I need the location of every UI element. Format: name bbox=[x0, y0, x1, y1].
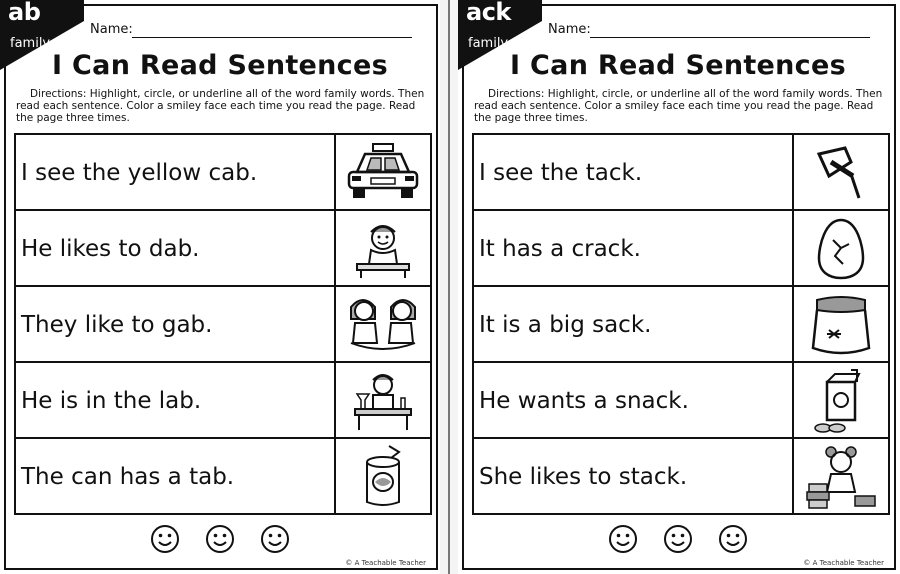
girl-stacking-blocks-icon bbox=[792, 439, 888, 515]
worksheet-ack-family bbox=[458, 0, 898, 574]
sentence-text: He wants a snack. bbox=[479, 388, 689, 414]
soda-can-icon bbox=[334, 439, 430, 515]
page-title: I Can Read Sentences bbox=[52, 50, 388, 81]
boy-in-lab-icon bbox=[334, 363, 430, 439]
copyright-text: © A Teachable Teacher bbox=[803, 559, 884, 567]
sack-icon bbox=[792, 287, 888, 363]
worksheet-ab-family bbox=[0, 0, 440, 574]
name-label: Name: bbox=[90, 22, 133, 37]
word-family-sub: family bbox=[468, 36, 509, 51]
name-label: Name: bbox=[548, 22, 591, 37]
sentence-text: I see the tack. bbox=[479, 160, 643, 186]
sentence-table bbox=[472, 133, 890, 515]
word-family-label: ab bbox=[8, 0, 41, 26]
smiley-faces bbox=[0, 524, 440, 558]
directions-text: Directions: Highlight, circle, or underline all of the word family words. Then read each sentence. Color a smiley face each time you read the page. Read the page three times. bbox=[474, 88, 883, 124]
sentence-row bbox=[16, 363, 430, 439]
smiley-face-icon[interactable] bbox=[608, 524, 638, 554]
juice-box-snack-icon bbox=[792, 363, 888, 439]
name-field[interactable] bbox=[590, 37, 870, 38]
sentence-row bbox=[474, 439, 888, 515]
sentence-row bbox=[16, 287, 430, 363]
word-family-sub: family bbox=[10, 36, 51, 51]
sentence-text: He is in the lab. bbox=[21, 388, 202, 414]
sentence-row bbox=[16, 211, 430, 287]
smiley-face-icon[interactable] bbox=[205, 524, 235, 554]
boy-at-desk-icon bbox=[334, 211, 430, 287]
sentence-text: I see the yellow cab. bbox=[21, 160, 258, 186]
smiley-faces bbox=[458, 524, 898, 558]
word-family-label: ack bbox=[466, 0, 511, 26]
page-title: I Can Read Sentences bbox=[510, 50, 846, 81]
sentence-text: She likes to stack. bbox=[479, 464, 688, 490]
sentence-text: It has a crack. bbox=[479, 236, 641, 262]
sentence-row bbox=[474, 135, 888, 211]
sentence-text: He likes to dab. bbox=[21, 236, 200, 262]
sentence-text: It is a big sack. bbox=[479, 312, 652, 338]
sentence-text: They like to gab. bbox=[21, 312, 213, 338]
copyright-text: © A Teachable Teacher bbox=[345, 559, 426, 567]
cracked-egg-icon bbox=[792, 211, 888, 287]
smiley-face-icon[interactable] bbox=[260, 524, 290, 554]
girls-talking-icon bbox=[334, 287, 430, 363]
sentence-table bbox=[14, 133, 432, 515]
sentence-row bbox=[474, 211, 888, 287]
sentence-row bbox=[474, 287, 888, 363]
smiley-face-icon[interactable] bbox=[150, 524, 180, 554]
sentence-row bbox=[16, 439, 430, 515]
sentence-text: The can has a tab. bbox=[21, 464, 235, 490]
smiley-face-icon[interactable] bbox=[663, 524, 693, 554]
sentence-row bbox=[474, 363, 888, 439]
sentence-row bbox=[16, 135, 430, 211]
page-gutter bbox=[440, 0, 458, 574]
directions-text: Directions: Highlight, circle, or underline all of the word family words. Then read each sentence. Color a smiley face each time you read the page. Read the page three times. bbox=[16, 88, 425, 124]
taxi-cab-icon bbox=[334, 135, 430, 211]
smiley-face-icon[interactable] bbox=[718, 524, 748, 554]
thumbtack-icon bbox=[792, 135, 888, 211]
name-field[interactable] bbox=[132, 37, 412, 38]
